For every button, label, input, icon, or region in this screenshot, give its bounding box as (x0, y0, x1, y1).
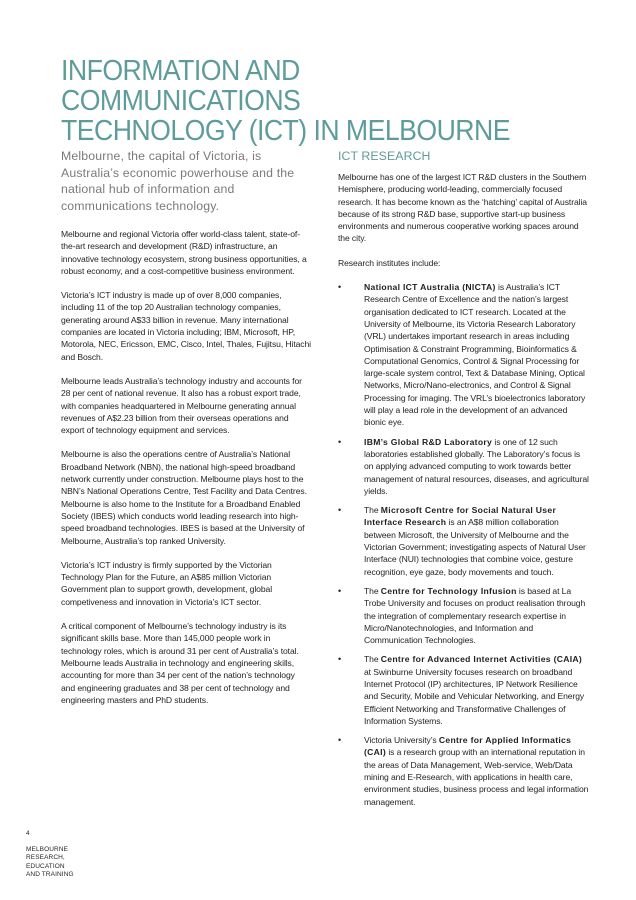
body-paragraph: Melbourne and regional Victoria offer world-class talent, state-of-the-art research and development (R&D) infrastructure, an innovative technology ecosystem, strong business opportunities, a robust economy, and a cost-competitive business environment. (61, 229, 307, 276)
title-line-1: INFORMATION AND COMMUNICATIONS (61, 55, 301, 117)
body-paragraph: Melbourne leads Australia’s technology industry and accounts for 28 per cent of national revenue. It also has a robust export trade, with companies headquartered in Melbourne generating annual revenues of A$2.23 billion from their overseas operations and export of technology equipment and services. (61, 375, 302, 436)
body-paragraph: Melbourne is also the operations centre of Australia’s National Broadband Network (NBN), the national high-speed broadband network currently under construction. Melbourne plays host to the NBN’s National Operations Centre, Test Facility and Data Centres. Melbourne is also home to the Institute for a Broadband Enabled Society (IBES) which conducts world leading research into high-speed broadband technologies. IBES is based at the University of Melbourne, Australia’s top ranked University. (61, 449, 307, 546)
research-intro: Melbourne has one of the largest ICT R&D clusters in the Southern Hemisphere, producing world-leading, commercially focused research. It has become known as the ‘hatching’ capital of Australia because of its strong R&D base, supportive start-up business environments and numerous cooperative working spaces around the city. (338, 172, 587, 244)
left-column (61, 148, 311, 718)
section-heading-ict-research: ICT RESEARCH (338, 149, 431, 163)
institute-name: IBM’s Global R&D Laboratory (364, 436, 493, 447)
bullet-icon: • (338, 436, 342, 447)
institute-name: Centre for Technology Infusion (380, 585, 517, 596)
bullet-icon: • (338, 585, 342, 596)
institutes-list (338, 281, 590, 808)
list-item: • Victoria University’s Centre for Applied Informatics (CAI) is a research group with an international reputation in the areas of Data Management, Web-service, Web/Data mining and E-Research, with applications in health care, environment studies, business process and legal information management. (338, 735, 589, 807)
bullet-icon: • (338, 282, 342, 293)
page-number: 4 (26, 830, 30, 837)
page-footer (26, 830, 74, 879)
institute-name: National ICT Australia (NICTA) (364, 282, 496, 293)
institute-name: Centre for Applied Informatics (CAI) (364, 735, 572, 758)
list-intro: Research institutes include: (338, 257, 441, 268)
list-item: • The Centre for Advanced Internet Activities (CAIA) at Swinburne University focuses research on broadband Internet Protocol (IP) architectures, IP Network Resilience and Security, Mobile and Vehicular Networking, and Energy Efficient Networking and Transformative Challenges of Information Systems. (338, 654, 585, 726)
bullet-icon: • (338, 654, 342, 665)
title-line-2: TECHNOLOGY (ICT) IN MELBOURNE (61, 115, 510, 147)
list-item: • National ICT Australia (NICTA) is Australia’s ICT Research Centre of Excellence and the nation’s largest organisation dedicated to ICT research. Located at the University of Melbourne, its Victoria Research Laboratory (VRL) undertakes important research in areas including Optimisation & Constraint Programming, Bioinformatics & Computational Genomics, Control & Signal Processing for large-scale system control, Text & Database Mining, Optical Networks, Micro/Nano-electronics, and Control & Signal Processing for imaging. The VRL’s bioelectronics laboratory will play a lead role in the development of an advanced bionic eye. (338, 282, 586, 428)
bullet-icon: • (338, 735, 342, 746)
list-item: • The Microsoft Centre for Social Natural User Interface Research is an A$8 million collaboration between Microsoft, the University of Melbourne and the Victorian Government; investigating aspects of Natural User Interface (NUI) technologies that combine voice, gesture recognition, eye gaze, body movements and touch. (338, 505, 586, 577)
bullet-icon: • (338, 505, 342, 516)
publication-name: MELBOURNE RESEARCH, EDUCATION AND TRAINING (26, 846, 74, 878)
body-paragraph: A critical component of Melbourne’s technology industry is its significant skills base. More than 145,000 people work in technology roles, which is around 31 per cent of Australia’s total. Melbourne leads Australia in technology and engineering skills, accounting for more than 34 per cent of the nation’s technology and engineering graduates and 38 per cent of technology and engineering masters and PhD students. (61, 621, 299, 705)
right-column (338, 148, 590, 815)
institute-name: Microsoft Centre for Social Natural User Interface Research (364, 505, 557, 528)
institute-name: Centre for Advanced Internet Activities (CAIA) (380, 654, 583, 665)
body-paragraph: Victoria’s ICT industry is made up of over 8,000 companies, including 11 of the top 20 Australian technology companies, generating around A$33 billion in revenue. Many international companies are located in Victoria including; IBM, Microsoft, HP, Motorola, NEC, Ericsson, EMC, Cisco, Intel, Thales, Fujitsu, Hitachi and Bosch. (61, 290, 311, 362)
lead-paragraph: Melbourne, the capital of Victoria, is Australia’s economic powerhouse and the national hub of information and communications technology. (61, 149, 295, 213)
list-item: • The Centre for Technology Infusion is based at La Trobe University and focuses on product realisation through the integration of complementary research expertise in Micro/Nanotechnologies, and Information and Communication Technologies. (338, 585, 586, 646)
list-item: • IBM’s Global R&D Laboratory is one of 12 such laboratories established globally. The Laboratory’s focus is on applying advanced computing to work towards better management of natural resources, diseases, and agricultural yields. (338, 436, 589, 496)
page-title (61, 56, 539, 146)
body-paragraph: Victoria’s ICT industry is firmly supported by the Victorian Technology Plan for the Future, an A$85 million Victorian Government plan to support growth, development, global competiveness and innovation in Victoria’s ICT sector. (61, 559, 273, 607)
